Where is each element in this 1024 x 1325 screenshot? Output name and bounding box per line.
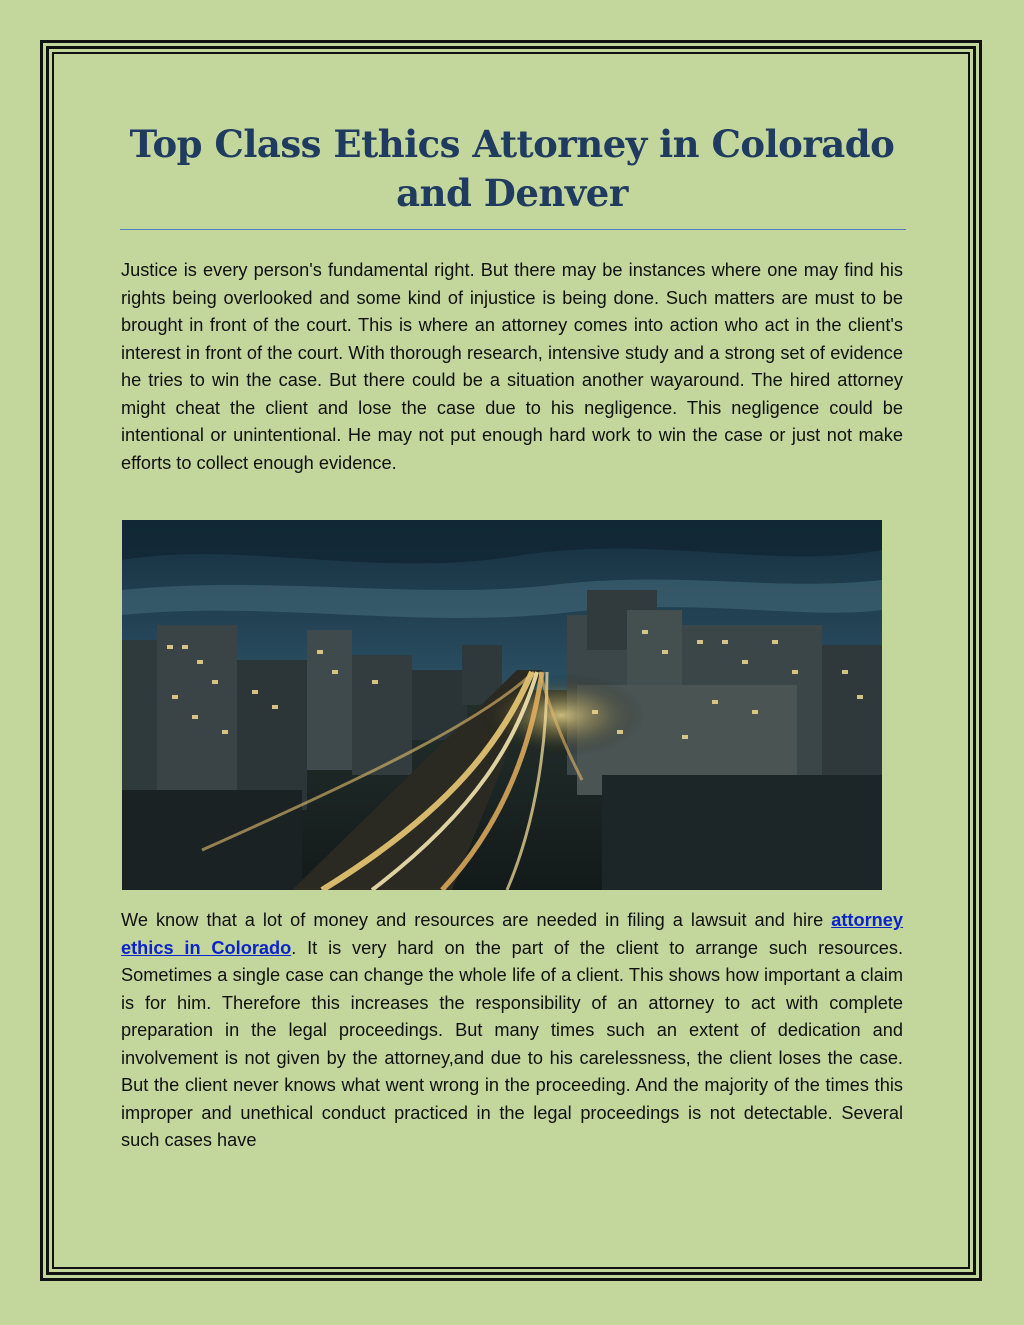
document-title: Top Class Ethics Attorney in Colorado and Denver xyxy=(129,122,895,215)
attorney-ethics-link[interactable]: attorney ethics in Colorado xyxy=(121,910,903,958)
paragraph-intro: Justice is every person's fundamental right. But there may be instances where one may find his rights being overlooked and some kind of injustice is being done. Such matters are must to be brought in front of the court. This is where an attorney comes into action who act in the client's interest in front of the court. With thorough research, intensive study and a strong set of evidence he tries to win the case. But there could be a situation another wayaround. The hired attorney might cheat the client and lose the case due to his negligence. This negligence could be intentional or unintentional. He may not put enough hard work to win the case or just not make efforts to collect enough evidence. xyxy=(121,260,903,473)
paragraph-cost xyxy=(121,907,903,1155)
city-night-photo xyxy=(122,520,882,890)
paragraph-cost-body: . It is very hard on the part of the client to arrange such resources. Sometimes a single case can change the whole life of a client. This shows how important a claim is for him. Therefore this increases the responsibility of an attorney to act with complete preparation in the legal proceedings. But many times such an extent of dedication and involvement is not given by the attorney,and due to his carelessness, the client loses the case. But the client never knows what went wrong in the proceeding. And the majority of the times this improper and unethical conduct practiced in the legal proceedings is not detectable. Several such cases have xyxy=(121,937,903,1150)
title-divider xyxy=(120,229,906,230)
paragraph-cost-intro: We know that a lot of money and resources are needed in filing a lawsuit and hire xyxy=(121,910,832,930)
